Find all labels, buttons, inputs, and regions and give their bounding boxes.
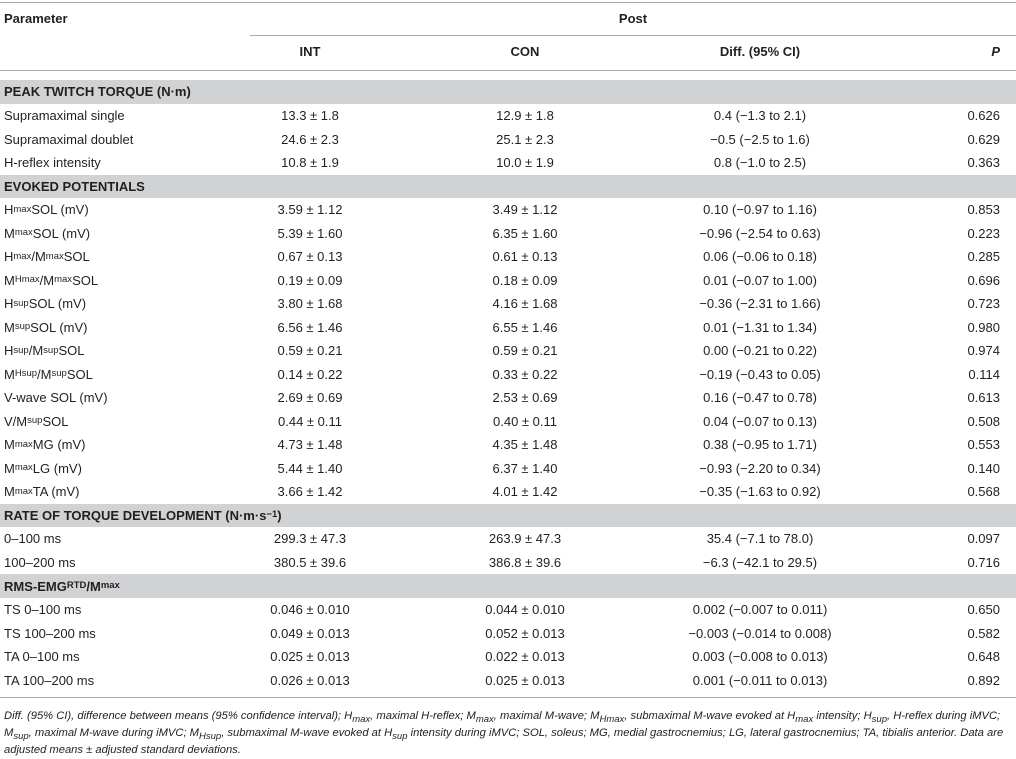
con-value: 10.0 ± 1.9 [496, 155, 554, 171]
p-value: 0.716 [967, 554, 1000, 570]
int-value: 5.44 ± 1.40 [277, 460, 343, 476]
diff-value: −0.93 (−2.20 to 0.34) [699, 460, 821, 476]
header-con: CON [510, 44, 540, 60]
con-value: 0.18 ± 0.09 [492, 272, 558, 288]
con-value: 0.33 ± 0.22 [492, 366, 558, 382]
header-parameter: Parameter [4, 11, 68, 27]
diff-value: 0.01 (−0.07 to 1.00) [703, 272, 817, 288]
int-value: 0.14 ± 0.22 [277, 366, 343, 382]
con-value: 0.59 ± 0.21 [492, 343, 558, 359]
row-label: TS 100–200 ms [4, 625, 96, 641]
row-label: 0–100 ms [4, 531, 62, 547]
int-value: 0.59 ± 0.21 [277, 343, 343, 359]
p-value: 0.363 [967, 155, 1000, 171]
int-value: 6.56 ± 1.46 [277, 319, 343, 335]
diff-value: −0.003 (−0.014 to 0.008) [688, 625, 832, 641]
row-label: H max SOL (mV) [4, 202, 89, 218]
diff-value: −0.36 (−2.31 to 1.66) [699, 296, 821, 312]
header-row-1 [0, 7, 1016, 31]
table-row [0, 151, 1016, 175]
row-label: TS 0–100 ms [4, 602, 82, 618]
con-value: 25.1 ± 2.3 [496, 131, 554, 147]
diff-value: 0.002 (−0.007 to 0.011) [692, 602, 828, 618]
con-value: 386.8 ± 39.6 [488, 554, 562, 570]
table-row [0, 551, 1016, 575]
section-evoked-potentials [0, 175, 1016, 199]
diff-value: 0.003 (−0.008 to 0.013) [692, 649, 828, 665]
con-value: 2.53 ± 0.69 [492, 390, 558, 406]
diff-value: 0.16 (−0.47 to 0.78) [703, 390, 817, 406]
post-rule [250, 35, 1016, 36]
p-value: 0.140 [967, 460, 1000, 476]
diff-value: 0.8 (−1.0 to 2.5) [713, 155, 807, 171]
row-label: M max LG (mV) [4, 460, 82, 476]
row-label: H-reflex intensity [4, 155, 101, 171]
p-value: 0.626 [967, 108, 1000, 124]
row-label: TA 0–100 ms [4, 649, 80, 665]
table-row [0, 269, 1016, 293]
con-value: 12.9 ± 1.8 [496, 108, 554, 124]
p-value: 0.508 [967, 413, 1000, 429]
row-label: Supramaximal single [4, 108, 125, 124]
p-value: 0.097 [967, 531, 1000, 547]
diff-value: −0.19 (−0.43 to 0.05) [699, 366, 821, 382]
int-value: 0.026 ± 0.013 [270, 672, 350, 688]
table-row [0, 598, 1016, 622]
int-value: 3.59 ± 1.12 [277, 202, 343, 218]
p-value: 0.696 [967, 272, 1000, 288]
int-value: 0.19 ± 0.09 [277, 272, 343, 288]
row-label: M Hmax /M max SOL [4, 272, 99, 288]
diff-value: 0.04 (−0.07 to 0.13) [703, 413, 817, 429]
header-int: INT [299, 44, 321, 60]
int-value: 0.44 ± 0.11 [278, 413, 342, 429]
table-row [0, 363, 1016, 387]
row-label: M max SOL (mV) [4, 225, 91, 241]
section-rms-emg [0, 574, 1016, 598]
int-value: 0.049 ± 0.013 [270, 625, 350, 641]
row-label: H sup SOL (mV) [4, 296, 87, 312]
p-value: 0.582 [967, 625, 1000, 641]
table-row [0, 645, 1016, 669]
con-value: 4.35 ± 1.48 [492, 437, 558, 453]
int-value: 5.39 ± 1.60 [277, 225, 343, 241]
p-value: 0.650 [967, 602, 1000, 618]
table-row [0, 222, 1016, 246]
header-p: P [991, 44, 1000, 60]
section-title: RMS-EMG RTD /M max [4, 578, 120, 594]
con-value: 0.044 ± 0.010 [485, 602, 565, 618]
int-value: 3.80 ± 1.68 [277, 296, 343, 312]
con-value: 0.022 ± 0.013 [485, 649, 565, 665]
p-value: 0.974 [967, 343, 1000, 359]
section-peak-twitch [0, 80, 1016, 104]
int-value: 0.025 ± 0.013 [270, 649, 350, 665]
con-value: 4.16 ± 1.68 [492, 296, 558, 312]
table-row [0, 480, 1016, 504]
p-value: 0.613 [967, 390, 1000, 406]
table-row [0, 622, 1016, 646]
diff-value: 0.4 (−1.3 to 2.1) [713, 108, 807, 124]
con-value: 0.61 ± 0.13 [492, 249, 558, 265]
con-value: 6.37 ± 1.40 [492, 460, 558, 476]
row-label: M max TA (mV) [4, 484, 80, 500]
table-row [0, 245, 1016, 269]
table-row [0, 339, 1016, 363]
p-value: 0.980 [967, 319, 1000, 335]
p-value: 0.723 [967, 296, 1000, 312]
table-row [0, 410, 1016, 434]
p-value: 0.648 [967, 649, 1000, 665]
diff-value: 0.001 (−0.011 to 0.013) [692, 672, 828, 688]
table-bottom-rule [0, 697, 1016, 698]
row-label: V-wave SOL (mV) [4, 390, 108, 406]
int-value: 13.3 ± 1.8 [281, 108, 339, 124]
row-label: M Hsup /M sup SOL [4, 366, 93, 382]
p-value: 0.223 [967, 225, 1000, 241]
row-label: Supramaximal doublet [4, 131, 134, 147]
diff-value: −0.35 (−1.63 to 0.92) [699, 484, 821, 500]
row-label: H max /M max SOL [4, 249, 90, 265]
diff-value: 0.01 (−1.31 to 1.34) [703, 319, 817, 335]
diff-value: 0.10 (−0.97 to 1.16) [703, 202, 817, 218]
row-label: M max MG (mV) [4, 437, 86, 453]
section-title: PEAK TWITCH TORQUE (N·m) [4, 84, 191, 100]
diff-value: 35.4 (−7.1 to 78.0) [706, 531, 814, 547]
con-value: 4.01 ± 1.42 [492, 484, 558, 500]
table-row [0, 104, 1016, 128]
int-value: 380.5 ± 39.6 [273, 554, 347, 570]
section-rtd [0, 504, 1016, 528]
table-footnote: Diff. (95% CI), difference between means (95% confidence interval); $H_{max}$, maximal H-reflex; $M_{max}$, maximal M-wave; $M_{Hmax}$, submaximal M-wave evoked at $H_{max}$ intensity; $H_{sup}$, H-reflex during iMVC; $M_{sup}$, maximal M-wave during iMVC; $M_{Hsup}$, submaximal M-wave evoked at $H_{sup}$ intensity during iMVC; SOL, soleus; MG, medial gastrocnemius; LG, lateral gastrocnemius; TA, tibialis anterior. Data are adjusted means ± adjusted standard deviations. [4, 710, 1004, 756]
diff-value: −0.5 (−2.5 to 1.6) [710, 131, 810, 147]
con-value: 3.49 ± 1.12 [492, 202, 558, 218]
diff-value: 0.38 (−0.95 to 1.71) [703, 437, 817, 453]
top-rule [0, 2, 1016, 3]
con-value: 6.55 ± 1.46 [492, 319, 558, 335]
con-value: 6.35 ± 1.60 [492, 225, 558, 241]
con-value: 263.9 ± 47.3 [488, 531, 562, 547]
table-row [0, 457, 1016, 481]
con-value: 0.052 ± 0.013 [485, 625, 565, 641]
header-diff: Diff. (95% CI) [719, 44, 801, 60]
int-value: 0.046 ± 0.010 [270, 602, 350, 618]
diff-value: 0.00 (−0.21 to 0.22) [703, 343, 817, 359]
int-value: 4.73 ± 1.48 [277, 437, 343, 453]
p-value: 0.892 [967, 672, 1000, 688]
row-label: V/M sup SOL [4, 413, 69, 429]
row-label: H sup /M sup SOL [4, 343, 85, 359]
con-value: 0.40 ± 0.11 [493, 413, 557, 429]
table-row [0, 433, 1016, 457]
row-label: 100–200 ms [4, 554, 76, 570]
header-row-2 [0, 40, 1016, 64]
diff-value: 0.06 (−0.06 to 0.18) [703, 249, 817, 265]
p-value: 0.568 [967, 484, 1000, 500]
p-value: 0.629 [967, 131, 1000, 147]
header-post: Post [618, 11, 648, 27]
header-bottom-rule [0, 70, 1016, 71]
diff-value: −6.3 (−42.1 to 29.5) [702, 554, 818, 570]
int-value: 3.66 ± 1.42 [277, 484, 343, 500]
table-row [0, 128, 1016, 152]
table-row [0, 292, 1016, 316]
int-value: 0.67 ± 0.13 [277, 249, 343, 265]
row-label: TA 100–200 ms [4, 672, 95, 688]
table-row [0, 316, 1016, 340]
table-row [0, 198, 1016, 222]
p-value: 0.285 [967, 249, 1000, 265]
diff-value: −0.96 (−2.54 to 0.63) [699, 225, 821, 241]
p-value: 0.853 [967, 202, 1000, 218]
int-value: 10.8 ± 1.9 [281, 155, 339, 171]
table-row [0, 527, 1016, 551]
section-title: RATE OF TORQUE DEVELOPMENT (N·m·s −1 ) [4, 507, 282, 523]
section-title: EVOKED POTENTIALS [4, 178, 145, 194]
int-value: 2.69 ± 0.69 [277, 390, 343, 406]
p-value: 0.114 [968, 366, 1000, 382]
int-value: 24.6 ± 2.3 [281, 131, 339, 147]
int-value: 299.3 ± 47.3 [273, 531, 347, 547]
con-value: 0.025 ± 0.013 [485, 672, 565, 688]
p-value: 0.553 [967, 437, 1000, 453]
table-row [0, 669, 1016, 693]
row-label: M sup SOL (mV) [4, 319, 88, 335]
table-row [0, 386, 1016, 410]
